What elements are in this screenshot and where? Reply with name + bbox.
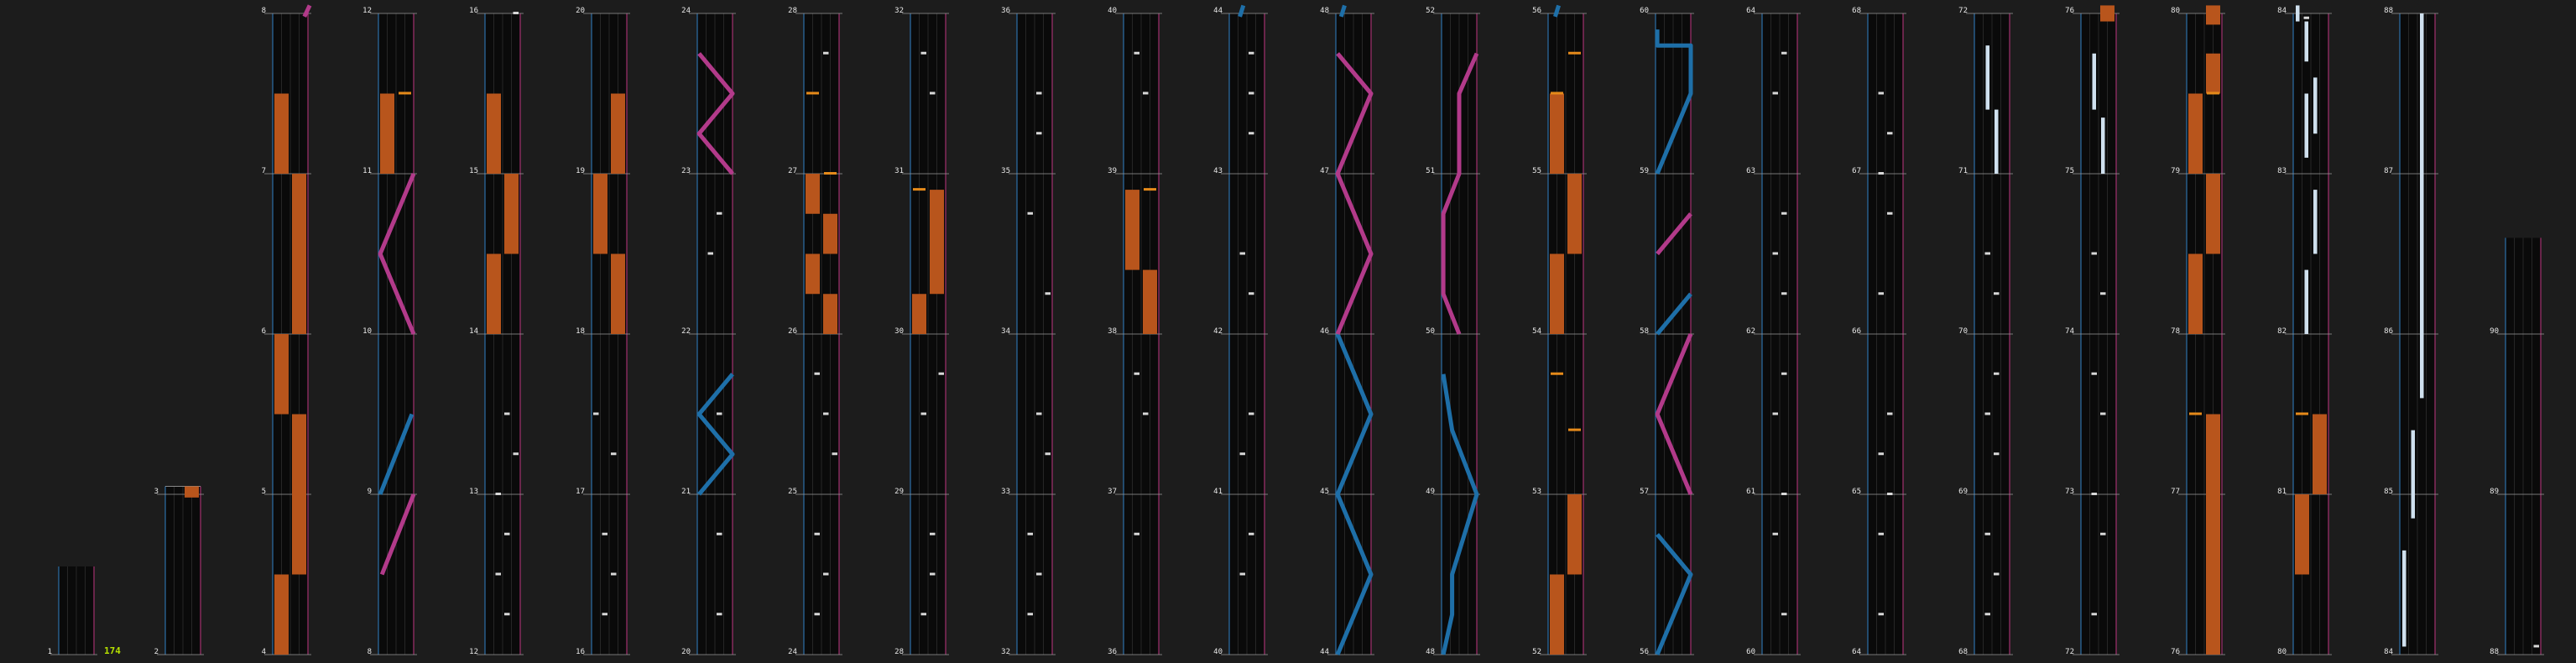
measure-number: 60 [1746, 648, 1755, 656]
bt-note [2092, 613, 2098, 615]
bt-note [717, 212, 722, 215]
measure-number: 80 [2277, 648, 2287, 656]
bt-hold [2305, 94, 2309, 158]
bt-note [1781, 212, 1787, 215]
measure-number: 35 [1001, 167, 1010, 175]
bt-note [1249, 533, 1254, 535]
bt-note [1985, 533, 1991, 535]
bt-note [496, 493, 502, 495]
measure-number: 56 [1640, 648, 1649, 656]
bt-note [2092, 373, 2098, 375]
measure-number: 63 [1746, 167, 1755, 175]
measure-number: 34 [1001, 327, 1010, 336]
measure-number: 11 [362, 167, 372, 175]
bt-note [2304, 17, 2310, 19]
bt-note [1985, 413, 1991, 415]
bt-note [930, 533, 936, 535]
bt-note [496, 573, 502, 576]
fx-hold [487, 94, 501, 175]
measure-number: 67 [1852, 167, 1861, 175]
measure-number: 23 [681, 167, 691, 175]
measure-number: 38 [1108, 327, 1117, 336]
fx-hold [274, 94, 289, 175]
measure-number: 36 [1108, 648, 1117, 656]
measure-number: 12 [362, 7, 372, 15]
measure-number: 86 [2384, 327, 2393, 336]
fx-chip [1551, 373, 1563, 375]
fx-chip [2189, 413, 2202, 415]
measure-number: 13 [469, 488, 478, 496]
measure-number: 56 [1532, 7, 1541, 15]
bt-note [1781, 373, 1787, 375]
fx-hold [611, 94, 625, 175]
measure-number: 32 [1001, 648, 1010, 656]
bt-note [1028, 613, 1034, 615]
bt-note [717, 413, 722, 415]
measure-number: 25 [788, 488, 797, 496]
chart-column [2490, 238, 2544, 656]
measure-number: 47 [1320, 167, 1329, 175]
measure-number: 32 [894, 7, 904, 15]
measure-number: 79 [2171, 167, 2180, 175]
measure-number: 69 [1958, 488, 1968, 496]
chart-column [681, 7, 736, 656]
fx-chip [1568, 429, 1581, 431]
measure-number: 64 [1852, 648, 1861, 656]
bt-hold [1995, 110, 1999, 174]
bt-note [1887, 413, 1893, 415]
measure-number: 68 [1958, 648, 1968, 656]
fx-chip [2296, 413, 2308, 415]
fx-chip [1568, 52, 1581, 55]
measure-number: 9 [367, 488, 372, 496]
fx-hold [274, 334, 289, 415]
fx-hold [611, 254, 625, 335]
bt-note [1046, 452, 1051, 455]
measure-number: 4 [261, 648, 266, 656]
measure-number: 29 [894, 488, 904, 496]
fx-chip [399, 92, 411, 95]
measure-number: 37 [1108, 488, 1117, 496]
bt-note [1773, 253, 1779, 255]
fx-hold [504, 174, 519, 254]
fx-chip [1551, 92, 1563, 95]
bt-hold [2412, 431, 2416, 519]
bt-note [1134, 52, 1140, 55]
bt-note [593, 413, 599, 415]
bt-note [504, 413, 510, 415]
measure-number: 84 [2384, 648, 2393, 656]
measure-number: 58 [1640, 327, 1649, 336]
measure-number: 40 [1108, 7, 1117, 15]
bt-hold [2101, 117, 2105, 174]
fx-hold [806, 254, 820, 295]
measure-number: 16 [576, 648, 585, 656]
measure-number: 8 [367, 648, 372, 656]
measure-number: 33 [1001, 488, 1010, 496]
bt-note [1240, 452, 1246, 455]
bt-note [717, 613, 722, 615]
bt-hold [2305, 22, 2309, 62]
measure-number: 28 [894, 648, 904, 656]
measure-number: 77 [2171, 488, 2180, 496]
measure-number: 48 [1426, 648, 1435, 656]
bt-note [1249, 132, 1254, 134]
chart-column [1213, 7, 1268, 656]
fx-hold [2206, 5, 2220, 24]
fx-hold [487, 254, 501, 335]
bt-note [2100, 533, 2106, 535]
bt-note [1143, 413, 1149, 415]
bt-note [2100, 292, 2106, 295]
bt-note [1985, 253, 1991, 255]
fx-hold [2206, 54, 2220, 94]
bt-note [1994, 573, 2000, 576]
bt-note [1773, 533, 1779, 535]
chart-column [1426, 7, 1480, 656]
bt-hold [2420, 13, 2424, 398]
measure-number: 6 [261, 327, 266, 336]
chart-column [1001, 7, 1056, 656]
bt-hold [2093, 54, 2097, 110]
bt-note [1879, 533, 1885, 535]
measure-number: 44 [1213, 7, 1223, 15]
bt-hold [2296, 5, 2300, 21]
bt-note [1773, 92, 1779, 95]
measure-number: 87 [2384, 167, 2393, 175]
measure-number: 73 [2065, 488, 2074, 496]
bt-note [1249, 92, 1254, 95]
bt-hold [1986, 45, 1990, 109]
measure-number: 8 [261, 7, 266, 15]
measure-number: 70 [1958, 327, 1968, 336]
measure-number: 44 [1320, 648, 1329, 656]
bt-note [1036, 573, 1042, 576]
measure-number: 45 [1320, 488, 1329, 496]
measure-number: 68 [1852, 7, 1861, 15]
bt-note [921, 613, 927, 615]
fx-hold [2206, 174, 2220, 254]
fx-chip [806, 92, 819, 95]
measure-number: 5 [261, 488, 266, 496]
fx-hold [1550, 94, 1564, 175]
measure-number: 20 [681, 648, 691, 656]
measure-number: 3 [154, 488, 159, 496]
measure-number: 18 [576, 327, 585, 336]
measure-number: 42 [1213, 327, 1223, 336]
fx-hold [1143, 270, 1157, 334]
bt-hold [2402, 551, 2407, 647]
measure-number: 15 [469, 167, 478, 175]
bt-note [1028, 533, 1034, 535]
bt-note [930, 573, 936, 576]
bt-hold [2305, 270, 2309, 334]
measure-number: 53 [1532, 488, 1541, 496]
bt-note [1994, 373, 2000, 375]
measure-number: 78 [2171, 327, 2180, 336]
bt-note [2092, 253, 2098, 255]
bt-note [1879, 452, 1885, 455]
bt-note [1879, 292, 1885, 295]
bt-note [504, 613, 510, 615]
bt-note [2100, 413, 2106, 415]
measure-number: 28 [788, 7, 797, 15]
bt-note [1249, 413, 1254, 415]
fx-hold [1550, 575, 1564, 655]
measure-number: 72 [2065, 648, 2074, 656]
measure-number: 84 [2277, 7, 2287, 15]
fx-hold [2100, 5, 2115, 21]
bt-note [1994, 452, 2000, 455]
laser-right [305, 5, 310, 16]
bt-note [1028, 212, 1034, 215]
measure-number: 41 [1213, 488, 1223, 496]
measure-number: 27 [788, 167, 797, 175]
measure-number: 48 [1320, 7, 1329, 15]
bt-note [1773, 413, 1779, 415]
bt-note [815, 613, 821, 615]
chart-column [1852, 7, 1906, 656]
combo-count: 174 [104, 645, 121, 656]
measure-number: 61 [1746, 488, 1755, 496]
measure-number: 43 [1213, 167, 1223, 175]
bt-note [514, 12, 519, 14]
measure-number: 88 [2490, 648, 2499, 656]
fx-chip [824, 172, 837, 175]
measure-number: 60 [1640, 7, 1649, 15]
measure-number: 36 [1001, 7, 1010, 15]
measure-number: 66 [1852, 327, 1861, 336]
measure-number: 46 [1320, 327, 1329, 336]
bt-note [1887, 132, 1893, 134]
measure-number: 1 [47, 648, 52, 656]
bt-note [611, 452, 617, 455]
measure-number: 22 [681, 327, 691, 336]
chart-column [154, 486, 204, 656]
measure-number: 75 [2065, 167, 2074, 175]
fx-hold [912, 294, 926, 334]
fx-hold [806, 174, 820, 214]
measure-number: 89 [2490, 488, 2499, 496]
bt-note [823, 413, 829, 415]
bt-note [921, 52, 927, 55]
bt-note [1240, 253, 1246, 255]
bt-note [1781, 493, 1787, 495]
measure-number: 54 [1532, 327, 1541, 336]
measure-number: 40 [1213, 648, 1223, 656]
fx-hold [1567, 494, 1582, 575]
fx-hold [1567, 174, 1582, 254]
fx-hold [2206, 415, 2220, 655]
measure-number: 65 [1852, 488, 1861, 496]
fx-hold [593, 174, 607, 254]
measure-number: 71 [1958, 167, 1968, 175]
measure-number: 19 [576, 167, 585, 175]
measure-number: 76 [2065, 7, 2074, 15]
bt-note [1036, 413, 1042, 415]
bt-hold [2313, 190, 2318, 253]
fx-hold [292, 415, 306, 575]
measure-number: 24 [788, 648, 797, 656]
bt-note [514, 452, 519, 455]
bt-note [1036, 132, 1042, 134]
bt-note [1781, 613, 1787, 615]
fx-hold [1550, 254, 1564, 335]
bt-note [2534, 645, 2540, 647]
measure-number: 50 [1426, 327, 1435, 336]
bt-note [1143, 92, 1149, 95]
bt-note [1985, 613, 1991, 615]
measure-number: 64 [1746, 7, 1755, 15]
measure-number: 55 [1532, 167, 1541, 175]
bt-note [1134, 373, 1140, 375]
bt-note [1781, 52, 1787, 55]
bt-hold [2313, 77, 2318, 133]
fx-hold [823, 294, 837, 334]
measure-number: 30 [894, 327, 904, 336]
bt-note [1879, 92, 1885, 95]
measure-number: 10 [362, 327, 372, 336]
bt-note [823, 52, 829, 55]
fx-hold [185, 486, 199, 497]
measure-number: 52 [1532, 648, 1541, 656]
measure-number: 21 [681, 488, 691, 496]
bt-note [1887, 212, 1893, 215]
bt-note [1249, 292, 1254, 295]
measure-number: 83 [2277, 167, 2287, 175]
measure-number: 52 [1426, 7, 1435, 15]
fx-hold [2188, 254, 2203, 335]
measure-number: 39 [1108, 167, 1117, 175]
bt-note [504, 533, 510, 535]
fx-chip [2207, 92, 2219, 95]
measure-number: 76 [2171, 648, 2180, 656]
fx-hold [2313, 415, 2327, 495]
bt-note [1994, 292, 2000, 295]
measure-number: 16 [469, 7, 478, 15]
measure-number: 62 [1746, 327, 1755, 336]
fx-hold [2188, 94, 2203, 175]
bt-note [1134, 533, 1140, 535]
bt-note [1036, 92, 1042, 95]
measure-number: 20 [576, 7, 585, 15]
fx-hold [1125, 190, 1139, 270]
measure-number: 72 [1958, 7, 1968, 15]
measure-number: 14 [469, 327, 478, 336]
bt-note [1046, 292, 1051, 295]
bt-note [1781, 292, 1787, 295]
bt-note [602, 613, 608, 615]
bt-note [717, 533, 722, 535]
fx-hold [380, 94, 394, 175]
bt-note [823, 573, 829, 576]
bt-note [1887, 493, 1893, 495]
fx-hold [292, 174, 306, 334]
fx-hold [930, 190, 944, 294]
measure-number: 26 [788, 327, 797, 336]
chart-column [2384, 7, 2438, 656]
bt-note [1249, 52, 1254, 55]
fx-chip [1144, 188, 1156, 191]
measure-number: 17 [576, 488, 585, 496]
measure-number: 12 [469, 648, 478, 656]
fx-chip [913, 188, 926, 191]
measure-number: 2 [154, 648, 159, 656]
measure-number: 82 [2277, 327, 2287, 336]
fx-hold [2295, 494, 2309, 575]
measure-number: 59 [1640, 167, 1649, 175]
measure-number: 7 [261, 167, 266, 175]
bt-note [611, 573, 617, 576]
bt-note [815, 373, 821, 375]
bt-note [602, 533, 608, 535]
measure-number: 24 [681, 7, 691, 15]
bt-note [930, 92, 936, 95]
bt-note [832, 452, 838, 455]
chart-column [48, 566, 97, 656]
bt-note [1879, 613, 1885, 615]
bt-note [1240, 573, 1246, 576]
measure-number: 85 [2384, 488, 2393, 496]
measure-number: 74 [2065, 327, 2074, 336]
bt-note [2092, 493, 2098, 495]
bt-note [939, 373, 945, 375]
fx-hold [823, 214, 837, 254]
bt-note [1879, 172, 1885, 175]
measure-number: 57 [1640, 488, 1649, 496]
measure-number: 51 [1426, 167, 1435, 175]
bt-note [921, 413, 927, 415]
measure-number: 88 [2384, 7, 2393, 15]
chart-column [1746, 7, 1801, 656]
fx-hold [274, 575, 289, 655]
measure-number: 31 [894, 167, 904, 175]
measure-number: 90 [2490, 327, 2499, 336]
measure-number: 81 [2277, 488, 2287, 496]
measure-number: 80 [2171, 7, 2180, 15]
measure-number: 49 [1426, 488, 1435, 496]
bt-note [708, 253, 714, 255]
bt-note [815, 533, 821, 535]
